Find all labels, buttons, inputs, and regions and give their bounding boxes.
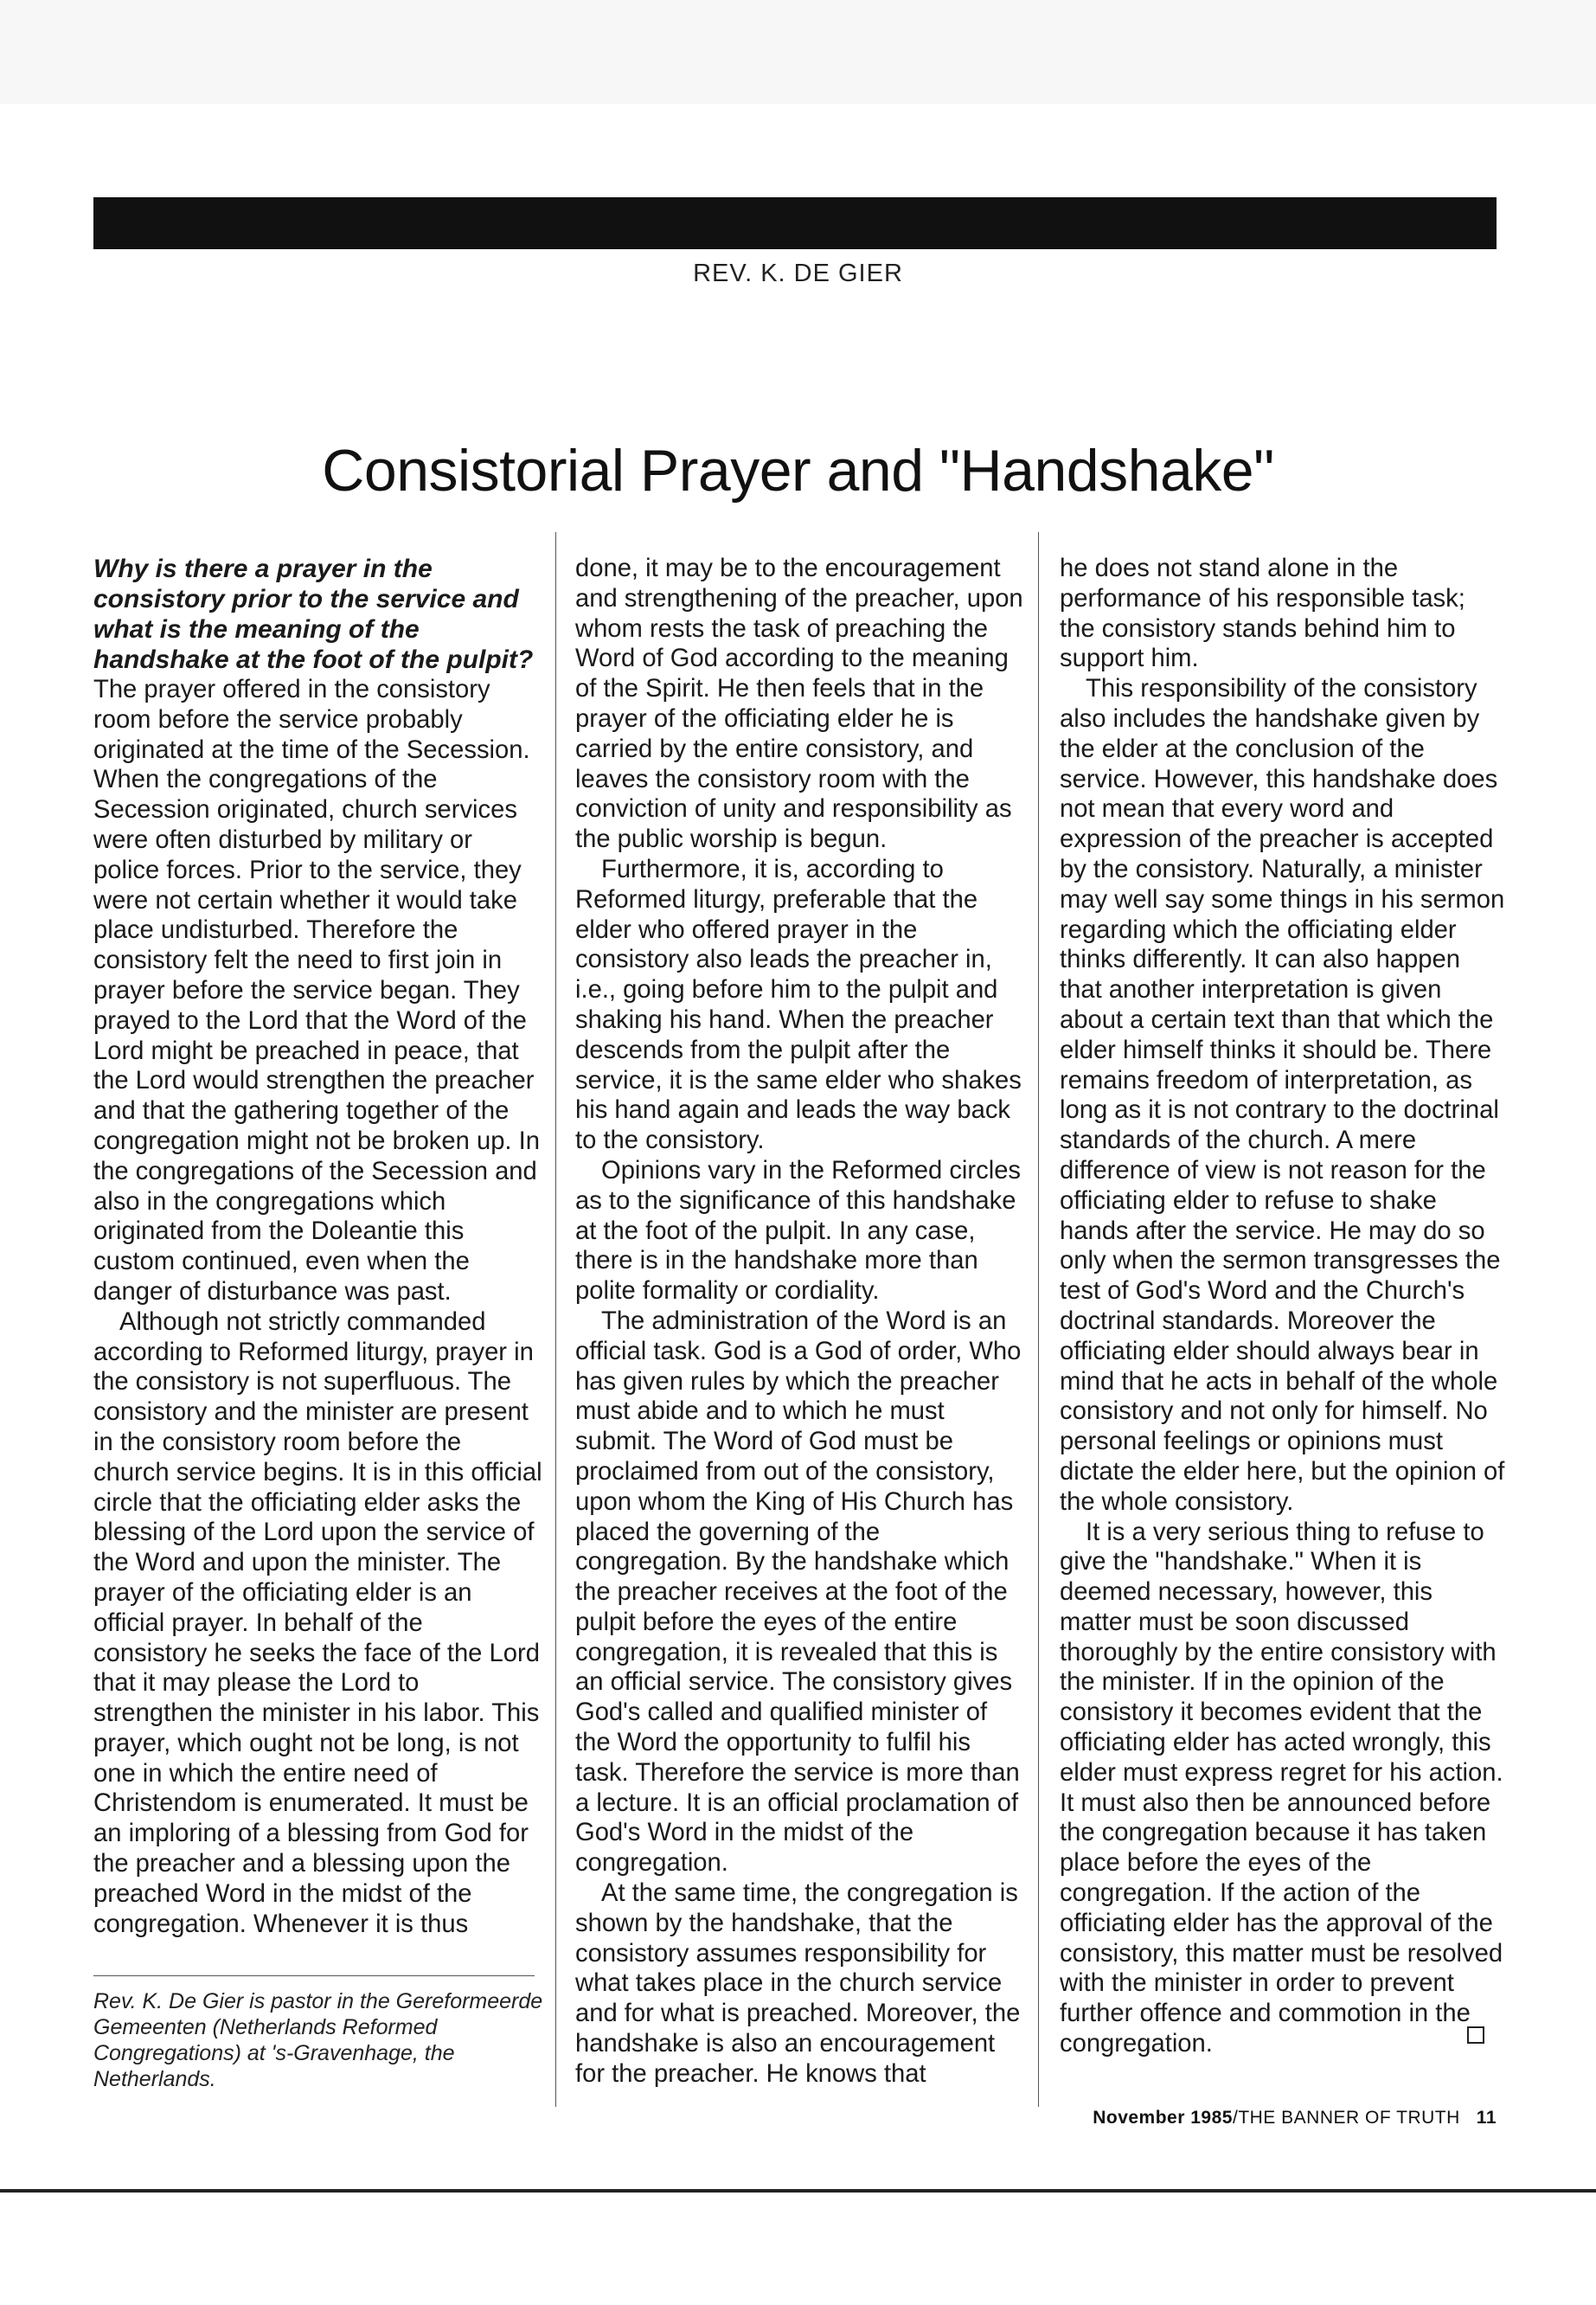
article-title: Consistorial Prayer and "Handshake"	[322, 438, 1274, 504]
header-bar	[93, 197, 1497, 249]
paragraph: This responsibility of the consistory also includes the handshake given by the elder at the conclusion of the service. However, this handshake does not mean that every word and expression of the preacher is accepted by the consistory. Naturally, a minister may well say some things in his sermon regarding which the officiating elder thinks differently. It can also happen that another interpretation is given about a certain text than that which the elder himself thinks it should be. There remains freedom of interpretation, as long as it is not contrary to the doctrinal standards of the church. A mere difference of view is not reason for the officiating elder to refuse to shake hands after the service. He may do so only when the sermon transgresses the test of God's Word and the Church's doctrinal standards. Moreover the officiating elder should always bear in mind that he acts in behalf of the whole consistory and not only for himself. No personal feelings or opinions must dictate the elder here, but the opinion of the whole consistory.	[1060, 675, 1505, 1516]
paragraph: At the same time, the congregation is shown by the handshake, that the consistory assumes responsibility for what takes place in the church service and for what is preached. Moreover, the handshake is also an encouragement for the preacher. He knows that	[575, 1879, 1021, 2088]
footer-magazine: THE BANNER OF TRUTH	[1238, 2108, 1460, 2128]
column-3	[1060, 554, 1505, 2059]
author-byline: REV. K. DE GIER	[693, 260, 903, 287]
page-footer	[969, 2108, 1497, 2128]
paragraph: Opinions vary in the Reformed circles as to the significance of this handshake at the foot of the pulpit. In any case, there is in the handshake more than polite formality or cordiality.	[575, 1156, 1022, 1306]
column-divider	[1038, 532, 1039, 2107]
note-divider	[93, 1975, 535, 1976]
column-1	[93, 554, 543, 1939]
paragraph: Although not strictly commanded according to Reformed liturgy, prayer in the consistory is not superfluous. The consistory and the minister are present in the consistory room before the church service begins. It is in this official circle that the officiating elder asks the blessing of the Lord upon the service of the Word and upon the minister. The prayer of the officiating elder is an official prayer. In behalf of the consistory he seeks the face of the Lord that it may please the Lord to strengthen the minister in his labor. This prayer, which ought not be long, is not one in which the entire need of Christendom is enumerated. It must be an imploring of a blessing from God for the preacher and a blessing upon the preached Word in the midst of the congregation. Whenever it is thus	[93, 1307, 542, 1938]
page-number: 11	[1476, 2108, 1497, 2128]
column-2	[575, 554, 1025, 2090]
column-divider	[555, 532, 556, 2107]
page-margin-bottom	[0, 2189, 1596, 2305]
paragraph: The prayer offered in the consistory room before the service probably originated at the time of the Secession. When the congregations of the Secession originated, church services were often disturbed by military or police forces. Prior to the service, they were not certain whether it would take place undisturbed. Therefore the consistory felt the need to first join in prayer before the service began. They prayed to the Lord that the Word of the Lord might be preached in peace, that the Lord would strengthen the preacher and that the gathering together of the congregation might not be broken up. In the congregations of the Secession and also in the congregations which originated from the Doleantie this custom continued, even when the danger of disturbance was past.	[93, 676, 540, 1306]
author-note: Rev. K. De Gier is pastor in the Gereformeerde Gemeenten (Netherlands Reformed Congregations) at 's-Gravenhage, the Netherlands.	[93, 1989, 543, 2091]
lead-question: Why is there a prayer in the consistory prior to the service and what is the meaning of the handshake at the foot of the pulpit?	[93, 555, 534, 674]
paragraph: Furthermore, it is, according to Reformed liturgy, preferable that the elder who offered prayer in the consistory also leads the preacher in, i.e., going before him to the pulpit and shaking his hand. When the preacher descends from the pulpit after the service, it is the same elder who shakes his hand again and leads the way back to the consistory.	[575, 855, 1022, 1155]
paragraph: It is a very serious thing to refuse to give the "handshake." When it is deemed necessary, however, this matter must be soon discussed thoroughly by the entire consistory with the minister. If in the opinion of the consistory it becomes evident that the officiating elder has acted wrongly, this elder must express regret for his action. It must also then be announced before the congregation because it has taken place before the eyes of the congregation. If the action of the officiating elder has the approval of the consistory, this matter must be resolved with the minister in order to prevent further offence and commotion in the congregation.	[1060, 1518, 1503, 2058]
paragraph: done, it may be to the encouragement and strengthening of the preacher, upon whom rests the task of preaching the Word of God according to the meaning of the Spirit. He then feels that in the prayer of the officiating elder he is carried by the entire consistory, and leaves the consistory room with the conviction of unity and responsibility as the public worship is begun.	[575, 555, 1023, 854]
end-of-article-box-icon	[1467, 2026, 1484, 2044]
paragraph: The administration of the Word is an official task. God is a God of order, Who has given rules by which the preacher must abide and to which he must submit. The Word of God must be proclaimed from out of the consistory, upon whom the King of His Church has placed the governing of the congregation. By the handshake which the preacher receives at the foot of the pulpit before the eyes of the entire congregation, it is revealed that this is an official service. The consistory gives God's called and qualified minister of the Word the opportunity to fulfil his task. Therefore the service is more than a lecture. It is an official proclamation of God's Word in the midst of the congregation.	[575, 1307, 1022, 1878]
footer-issue: November 1985	[1093, 2108, 1233, 2128]
page-margin-top	[0, 0, 1596, 104]
paragraph: he does not stand alone in the performance of his responsible task; the consistory stands behind him to support him.	[1060, 555, 1465, 673]
footer-separator: /	[1232, 2108, 1239, 2128]
